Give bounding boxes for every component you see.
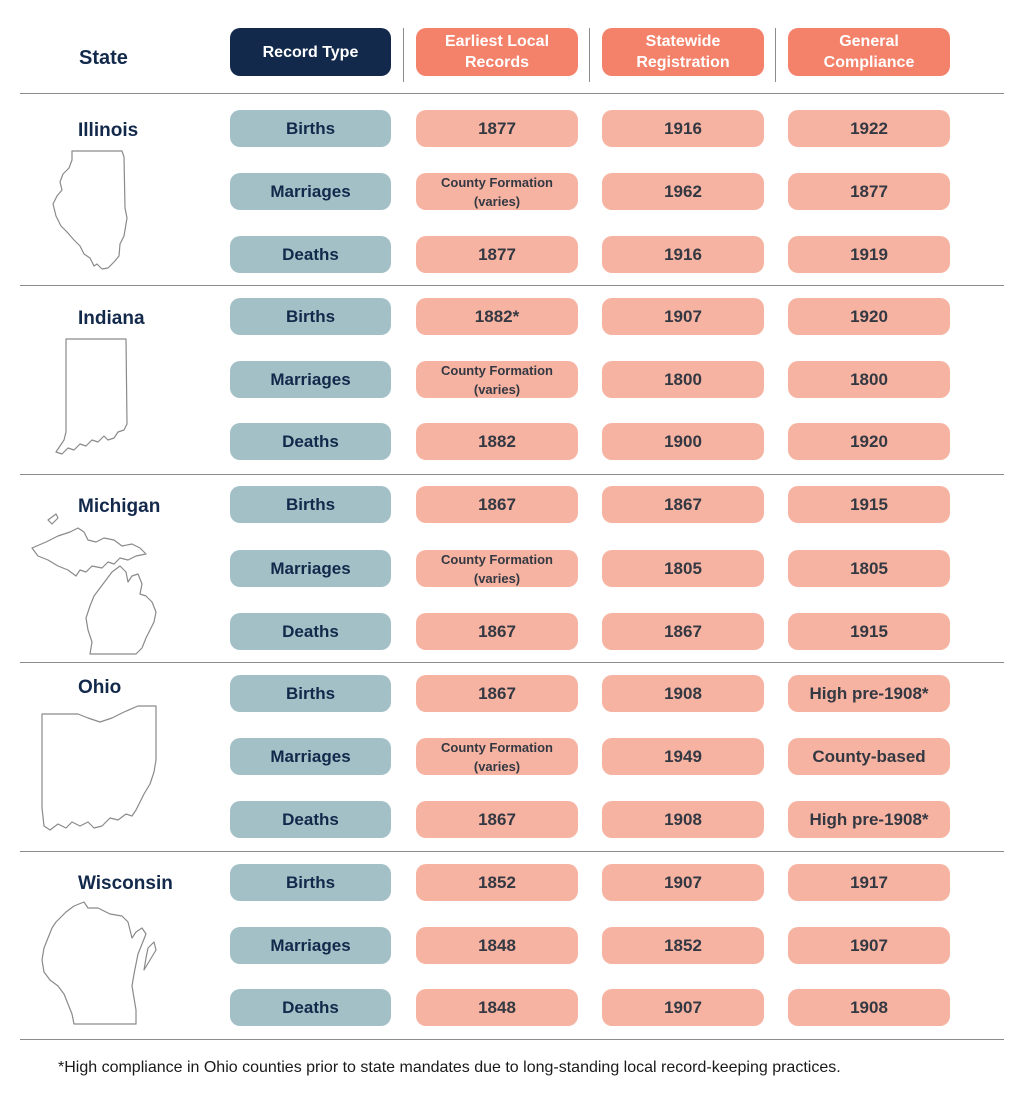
- statewide-value: 1907: [602, 864, 764, 901]
- earliest-local-value: 1867: [416, 801, 578, 838]
- general-compliance-column-header: [788, 28, 950, 76]
- statewide-value: 1907: [602, 298, 764, 335]
- county-formation-text: County Formation: [441, 174, 553, 190]
- earliest-local-value: [416, 173, 578, 210]
- row-divider: [20, 662, 1004, 663]
- earliest-local-value: 1877: [416, 110, 578, 147]
- state-name-ohio: Ohio: [78, 677, 122, 698]
- compliance-value: 1917: [788, 864, 950, 901]
- record-type-births: Births: [230, 486, 391, 523]
- row-divider: [20, 851, 1004, 852]
- record-type-header-label: Record Type: [262, 43, 359, 61]
- statewide-registration-column-header: [602, 28, 764, 76]
- compliance-value: 1805: [788, 550, 950, 587]
- record-type-marriages: Marriages: [230, 738, 391, 775]
- earliest-local-value: 1867: [416, 675, 578, 712]
- statewide-value: 1800: [602, 361, 764, 398]
- record-type-deaths: Deaths: [230, 989, 391, 1026]
- earliest-local-header-line1: Earliest Local: [444, 33, 550, 50]
- earliest-local-value: [416, 738, 578, 775]
- record-type-column-header: [230, 28, 391, 76]
- michigan-map-icon: [28, 510, 162, 658]
- row-divider: [20, 1039, 1004, 1040]
- statewide-value: 1852: [602, 927, 764, 964]
- earliest-local-value: 1848: [416, 989, 578, 1026]
- state-name-wisconsin: Wisconsin: [78, 873, 173, 894]
- earliest-local-value: 1852: [416, 864, 578, 901]
- earliest-local-value: [416, 550, 578, 587]
- earliest-local-value: 1882: [416, 423, 578, 460]
- state-name-indiana: Indiana: [78, 308, 145, 329]
- state-name-illinois: Illinois: [78, 120, 139, 141]
- compliance-value: 1920: [788, 298, 950, 335]
- compliance-header-line1: General: [839, 33, 899, 50]
- compliance-value: High pre-1908*: [788, 801, 950, 838]
- record-type-deaths: Deaths: [230, 236, 391, 273]
- header-separator: [775, 28, 776, 82]
- compliance-value: 1920: [788, 423, 950, 460]
- row-divider: [20, 285, 1004, 286]
- county-formation-text: County Formation: [441, 551, 553, 567]
- earliest-local-value: [416, 361, 578, 398]
- wisconsin-map-icon: [38, 898, 162, 1028]
- record-type-deaths: Deaths: [230, 423, 391, 460]
- compliance-value: 1919: [788, 236, 950, 273]
- varies-text: (varies): [473, 381, 521, 397]
- record-type-deaths: Deaths: [230, 801, 391, 838]
- compliance-value: 1908: [788, 989, 950, 1026]
- statewide-value: 1908: [602, 801, 764, 838]
- compliance-value: 1907: [788, 927, 950, 964]
- statewide-value: 1949: [602, 738, 764, 775]
- header-separator: [403, 28, 404, 82]
- record-type-births: Births: [230, 110, 391, 147]
- varies-text: (varies): [473, 193, 521, 209]
- record-type-marriages: Marriages: [230, 361, 391, 398]
- state-column-header: State: [79, 47, 128, 69]
- header-separator: [589, 28, 590, 82]
- compliance-value: 1922: [788, 110, 950, 147]
- earliest-local-value: 1867: [416, 613, 578, 650]
- earliest-local-value: 1877: [416, 236, 578, 273]
- record-type-births: Births: [230, 675, 391, 712]
- earliest-local-records-column-header: [416, 28, 578, 76]
- earliest-local-value: 1848: [416, 927, 578, 964]
- compliance-value: 1800: [788, 361, 950, 398]
- statewide-header-line1: Statewide: [645, 33, 721, 50]
- record-type-marriages: Marriages: [230, 927, 391, 964]
- county-formation-text: County Formation: [441, 362, 553, 378]
- compliance-header-line2: Compliance: [823, 54, 915, 71]
- earliest-local-header-line2: Records: [464, 54, 529, 71]
- statewide-value: 1867: [602, 486, 764, 523]
- record-type-births: Births: [230, 298, 391, 335]
- statewide-header-line2: Registration: [636, 54, 730, 71]
- statewide-value: 1805: [602, 550, 764, 587]
- record-type-deaths: Deaths: [230, 613, 391, 650]
- compliance-value: 1877: [788, 173, 950, 210]
- statewide-value: 1916: [602, 110, 764, 147]
- record-type-marriages: Marriages: [230, 550, 391, 587]
- record-type-marriages: Marriages: [230, 173, 391, 210]
- statewide-value: 1908: [602, 675, 764, 712]
- row-divider: [20, 474, 1004, 475]
- varies-text: (varies): [473, 570, 521, 586]
- statewide-value: 1907: [602, 989, 764, 1026]
- compliance-value: High pre-1908*: [788, 675, 950, 712]
- row-divider: [20, 93, 1004, 94]
- statewide-value: 1867: [602, 613, 764, 650]
- indiana-map-icon: [52, 336, 130, 458]
- compliance-value: County-based: [788, 738, 950, 775]
- county-formation-text: County Formation: [441, 739, 553, 755]
- footnote: *High compliance in Ohio counties prior to state mandates due to long-standing local record-keeping practices.: [58, 1059, 841, 1076]
- ohio-map-icon: [38, 702, 160, 838]
- statewide-value: 1962: [602, 173, 764, 210]
- statewide-value: 1916: [602, 236, 764, 273]
- state-name-michigan: Michigan: [78, 496, 161, 517]
- varies-text: (varies): [473, 758, 521, 774]
- earliest-local-value: 1867: [416, 486, 578, 523]
- earliest-local-value: 1882*: [416, 298, 578, 335]
- compliance-value: 1915: [788, 613, 950, 650]
- statewide-value: 1900: [602, 423, 764, 460]
- illinois-map-icon: [50, 148, 132, 274]
- record-type-births: Births: [230, 864, 391, 901]
- compliance-value: 1915: [788, 486, 950, 523]
